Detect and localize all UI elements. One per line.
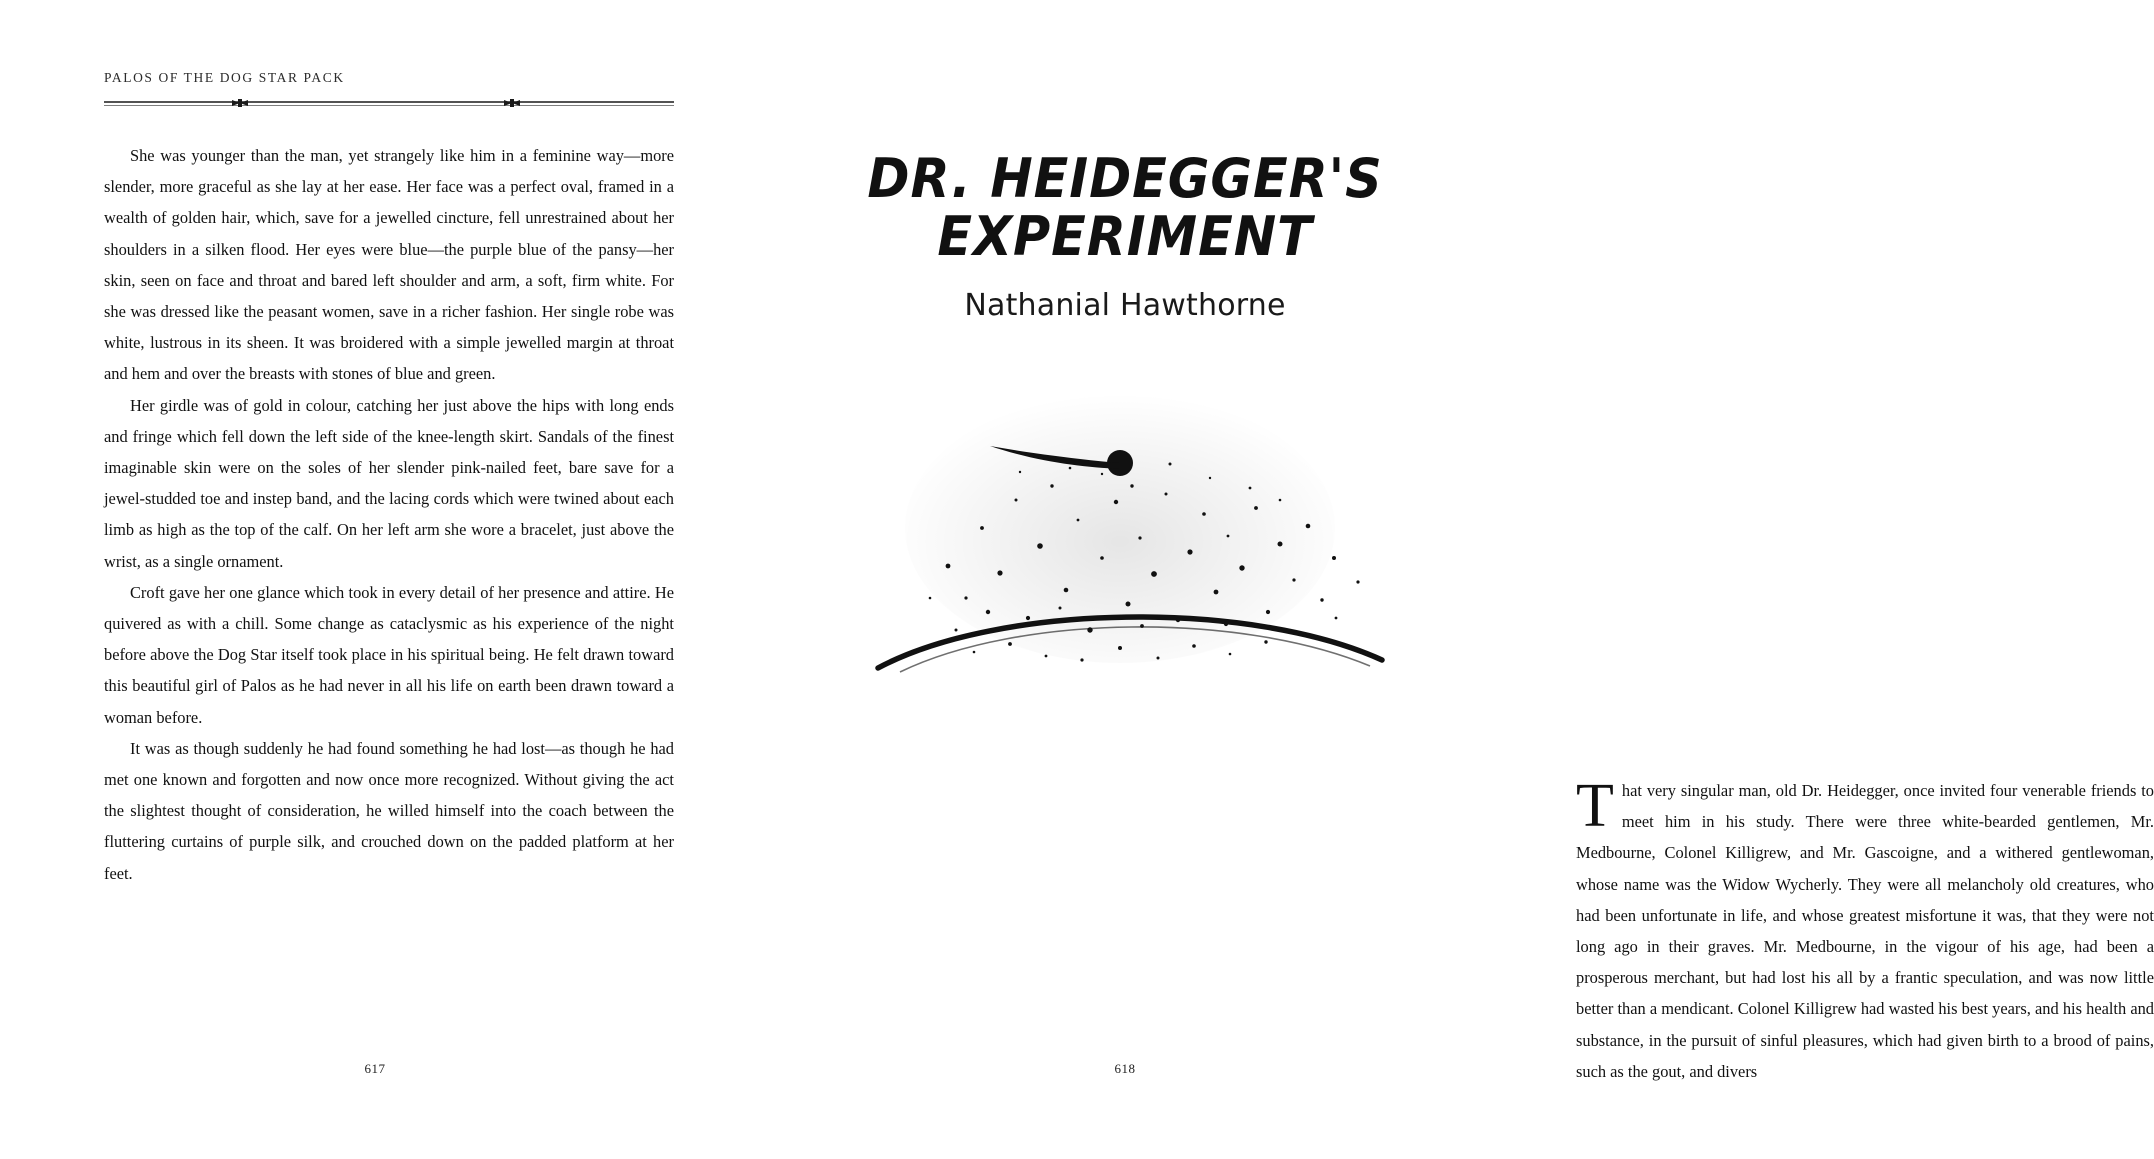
- right-text-column: [1576, 772, 2154, 1087]
- opening-paragraph: [1576, 772, 2154, 1087]
- running-head: PALOS OF THE DOG STAR PACK: [104, 70, 345, 85]
- paragraph: She was younger than the man, yet strangely like him in a feminine way—more slender, more graceful as she lay at her ease. Her face was a perfect oval, framed in a wealth of golden hair, which, save for a jewelled cincture, fell unrestrained about her shoulders in a silken flood. Her eyes were blue—the purple blue of the pansy—her skin, seen on face and throat and bared left shoulder and arm, a soft, firm white. For she was dressed like the peasant women, save in a richer fashion. Her single robe was white, lustrous in its sheen. It was broidered with a simple jewelled margin at throat and hem and over the breasts with stones of blue and green.: [104, 146, 674, 384]
- left-page: [0, 0, 750, 1159]
- left-text-column: [104, 140, 674, 889]
- opening-paragraph-text: hat very singular man, old Dr. Heidegger, once invited four venerable friends to meet him in his study. There were three white-bearded gentlemen, Mr. Medbourne, Colonel Killigrew, and Mr. Gascoigne, and a withered gentlewoman, whose name was the Widow Wycherly. They were all melancholy old creatures, who had been unfortunate in life, and whose greatest misfortune it was, that they were not long ago in their graves. Mr. Medbourne, in the vigour of his age, had been a prosperous merchant, but had lost his all by a frantic speculation, and was now little better than a mendicant. Colonel Killigrew had wasted his best years, and his health and substance, in the pursuit of sinful pleasures, which had given birth to a brood of pains, such as the gout, and divers: [1576, 781, 2154, 1081]
- chapter-title-block: [830, 147, 1420, 323]
- right-page: [750, 0, 2154, 1159]
- paragraph: Her girdle was of gold in colour, catching her just above the hips with long ends and fringe which fell down the left side of the knee-length skirt. Sandals of the finest imaginable skin were on the soles of her slender pink-nailed feet, bare save for a jewel-studded toe and instep band, and the lacing cords which were twined about each limb as high as the top of the calf. On her left arm she wore a bracelet, just above the wrist, as a single ornament.: [104, 395, 674, 571]
- comet-illustration-icon: [870, 368, 1390, 688]
- chapter-title-line-2: EXPERIMENT: [937, 205, 1313, 268]
- paragraph: It was as though suddenly he had found something he had lost—as though he had met one known and forgotten and now once more recognized. Without giving the act the slightest thought of consideration, he willed himself into the coach between the fluttering curtains of purple silk, and crouched down on the padded platform at her feet.: [104, 738, 674, 883]
- drop-cap: T: [1576, 772, 1614, 840]
- chapter-author: Nathanial Hawthorne: [964, 288, 1286, 323]
- paragraph: Croft gave her one glance which took in every detail of her presence and attire. He quivered as with a chill. Some change as cataclysmic as his experience of the night before above the Dog Star itself took place in his spiritual being. He felt drawn toward this beautiful girl of Palos as he had never in all his life on earth been drawn toward a woman before.: [104, 582, 674, 727]
- chapter-title-line-1: DR. HEIDEGGER'S: [867, 147, 1383, 210]
- page-number-right: 618: [1114, 1061, 1136, 1076]
- page-number-left: 617: [364, 1061, 386, 1076]
- decorative-rule: [104, 98, 674, 112]
